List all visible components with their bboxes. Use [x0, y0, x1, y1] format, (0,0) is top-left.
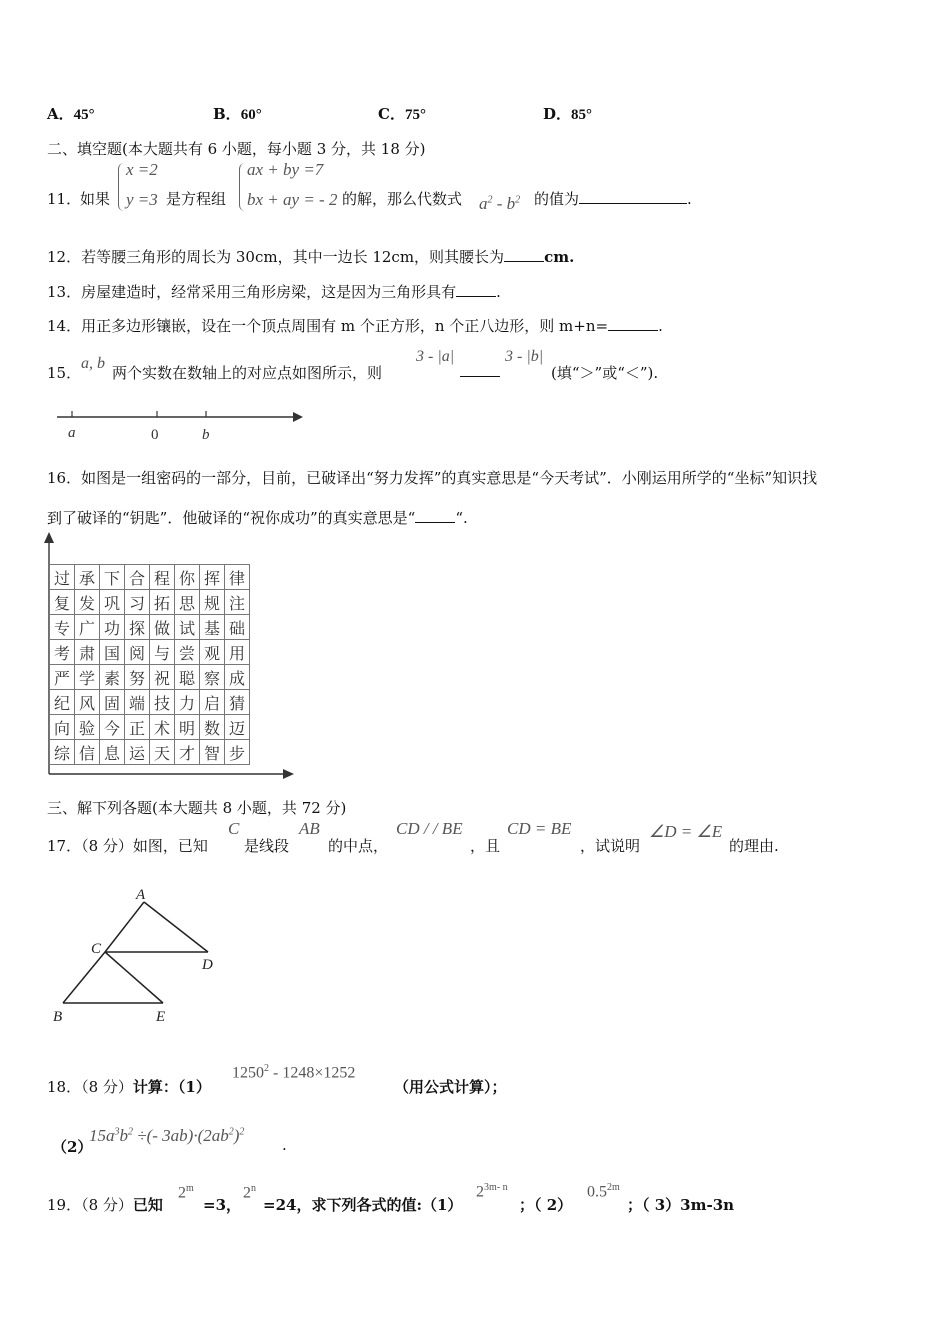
label-b: B — [53, 1009, 63, 1025]
grid-row — [50, 690, 250, 715]
grid-cell: 考 — [50, 640, 75, 665]
q19-part-3: ；（ 3）3m-3n — [627, 1196, 735, 1214]
grid-cell: 律 — [225, 565, 250, 590]
grid-cell: 启 — [200, 690, 225, 715]
q17-text-6: 的理由. — [729, 837, 779, 855]
grid-cell: 智 — [200, 740, 225, 765]
grid-cell: 素 — [100, 665, 125, 690]
grid-cell: 肃 — [75, 640, 100, 665]
cipher-grid — [49, 564, 250, 765]
grid-cell: 过 — [50, 565, 75, 590]
grid-cell: 注 — [225, 590, 250, 615]
q19-value-2: =24，求下列各式的值:（1） — [263, 1196, 463, 1214]
q11-text-1: 如果 — [80, 190, 111, 208]
q17-text-4: ，且 — [470, 837, 501, 855]
grid-cell: 探 — [125, 615, 150, 640]
question-16-line-2: 到了破译的“钥匙”．他破译的“祝你成功”的真实意思是“ “. — [47, 509, 468, 527]
question-16-line-1: 16．如图是一组密码的一部分，目前，已破译出“努力发挥”的真实意思是“今天考试”．小刚运用所学的“坐标”知识找 — [47, 469, 818, 487]
grid-cell: 运 — [125, 740, 150, 765]
q15-hint: (填“＞”或“＜”). — [551, 364, 659, 382]
q17-lead: 17．（8 分）如图，已知 — [47, 837, 208, 855]
q18-text-2: （用公式计算）； — [394, 1078, 507, 1096]
number-line-a: a — [68, 425, 76, 441]
grid-cell: 做 — [150, 615, 175, 640]
grid-cell: 专 — [50, 615, 75, 640]
grid-cell: 术 — [150, 715, 175, 740]
q17-text-3: 的中点， — [328, 837, 389, 855]
grid-row — [50, 640, 250, 665]
q17-angles: ∠D = ∠E — [649, 822, 723, 841]
question-14: 14．用正多边形镶嵌，设在一个顶点周围有 m 个正方形，n 个正八边形，则 m+n= . — [47, 317, 663, 335]
grid-cell: 技 — [150, 690, 175, 715]
q18-lead: 18．（8 分）计算：（1） — [47, 1078, 211, 1096]
grid-cell: 尝 — [175, 640, 200, 665]
grid-cell: 承 — [75, 565, 100, 590]
grid-cell: 今 — [100, 715, 125, 740]
q11-brace-1 — [118, 163, 125, 211]
question-13: 13．房屋建造时，经常采用三角形房梁，这是因为三角形具有 . — [47, 283, 501, 301]
grid-cell: 数 — [200, 715, 225, 740]
number-line — [55, 405, 315, 445]
q15-expr-1: 3 - |a| — [416, 348, 455, 365]
grid-cell: 向 — [50, 715, 75, 740]
q17-parallel: CD / / BE — [396, 819, 463, 838]
q19-expr-2: $0.5^{2m}$ — [587, 1182, 620, 1201]
q11-number: 11． — [47, 190, 82, 208]
grid-cell: 规 — [200, 590, 225, 615]
grid-row — [50, 565, 250, 590]
q19-power-2m: 2$^m$ — [178, 1183, 194, 1202]
grid-cell: 迈 — [225, 715, 250, 740]
grid-cell: 天 — [150, 740, 175, 765]
grid-cell: 纪 — [50, 690, 75, 715]
q17-segment-ab: AB — [299, 819, 320, 838]
grid-cell: 成 — [225, 665, 250, 690]
label-d: D — [202, 957, 213, 973]
q17-equal: CD = BE — [507, 819, 572, 838]
grid-cell: 息 — [100, 740, 125, 765]
grid-cell: 风 — [75, 690, 100, 715]
grid-cell: 拓 — [150, 590, 175, 615]
grid-cell: 信 — [75, 740, 100, 765]
grid-cell: 力 — [175, 690, 200, 715]
grid-cell: 正 — [125, 715, 150, 740]
grid-cell: 你 — [175, 565, 200, 590]
q19-part-2: ；（ 2） — [519, 1196, 573, 1214]
option-a: A．45° — [47, 105, 95, 123]
grid-cell: 学 — [75, 665, 100, 690]
grid-cell: 才 — [175, 740, 200, 765]
grid-cell: 验 — [75, 715, 100, 740]
grid-cell: 础 — [225, 615, 250, 640]
q19-expr-1: $2^{3m- n}$ — [476, 1182, 508, 1201]
grid-cell: 试 — [175, 615, 200, 640]
grid-cell: 发 — [75, 590, 100, 615]
section3-title: 三、解下列各题(本大题共 8 小题，共 72 分) — [47, 799, 347, 817]
q15-expr-2: 3 - |b| — [505, 348, 544, 365]
q11-text-4: 的值为 . — [534, 190, 692, 208]
grid-cell: 步 — [225, 740, 250, 765]
grid-cell: 明 — [175, 715, 200, 740]
q19-lead: 19．（8 分）已知 — [47, 1196, 163, 1214]
grid-cell: 观 — [200, 640, 225, 665]
grid-row — [50, 715, 250, 740]
grid-cell: 合 — [125, 565, 150, 590]
q11-text-2: 是方程组 — [166, 190, 227, 208]
label-e: E — [156, 1009, 166, 1025]
grid-cell: 思 — [175, 590, 200, 615]
grid-cell: 巩 — [100, 590, 125, 615]
grid-cell: 国 — [100, 640, 125, 665]
number-line-zero: 0 — [151, 427, 159, 443]
grid-cell: 挥 — [200, 565, 225, 590]
q17-text-5: ，试说明 — [580, 837, 641, 855]
q11-text-3: 的解，那么代数式 — [342, 190, 463, 208]
grid-row — [50, 665, 250, 690]
option-d: D．85° — [543, 105, 593, 123]
q19-power-2n: 2$^n$ — [243, 1183, 256, 1202]
q15-text: 两个实数在数轴上的对应点如图所示，则 — [112, 364, 383, 382]
q11-brace-2 — [239, 163, 246, 211]
grid-row — [50, 615, 250, 640]
grid-cell: 察 — [200, 665, 225, 690]
grid-cell: 用 — [225, 640, 250, 665]
grid-row — [50, 590, 250, 615]
q15-vars: a, b — [81, 355, 105, 372]
question-12: 12．若等腰三角形的周长为 30cm，其中一边长 12cm，则其腰长为 cm. — [47, 248, 575, 266]
label-a: A — [136, 887, 146, 903]
q11-sys2-a: ax + by =7 — [247, 160, 324, 179]
q18-end: . — [282, 1136, 287, 1154]
grid-cell: 阅 — [125, 640, 150, 665]
q19-value-1: =3， — [203, 1196, 242, 1214]
grid-cell: 程 — [150, 565, 175, 590]
section2-title: 二、填空题(本大题共有 6 小题，每小题 3 分，共 18 分) — [47, 140, 426, 158]
number-line-b: b — [202, 427, 210, 443]
q17-text-2: 是线段 — [244, 837, 290, 855]
q15-number: 15． — [47, 364, 82, 382]
grid-cell: 严 — [50, 665, 75, 690]
grid-cell: 与 — [150, 640, 175, 665]
grid-cell: 祝 — [150, 665, 175, 690]
grid-cell: 猜 — [225, 690, 250, 715]
grid-cell: 广 — [75, 615, 100, 640]
grid-cell: 基 — [200, 615, 225, 640]
grid-cell: 固 — [100, 690, 125, 715]
q15-blank — [460, 362, 500, 381]
q18-expr-2: $15a^3b^2$ ÷(- $3ab)\cdot(2ab^2)^2$ — [89, 1126, 245, 1145]
grid-cell: 复 — [50, 590, 75, 615]
grid-cell: 下 — [100, 565, 125, 590]
q18-part-2: （2） — [52, 1138, 93, 1156]
grid-cell: 功 — [100, 615, 125, 640]
triangle-figure — [48, 885, 228, 1030]
q11-expression: $a^2 - b^2$ — [479, 194, 521, 213]
q17-point-c: C — [228, 819, 240, 838]
grid-cell: 习 — [125, 590, 150, 615]
option-c: C．75° — [378, 105, 426, 123]
q18-expr-1: 1250$^2$ - 1248×1252 — [232, 1063, 356, 1082]
q11-sys2-b: bx + ay = - 2 — [247, 190, 338, 209]
q11-sys1-b: y =3 — [126, 190, 158, 209]
grid-cell: 综 — [50, 740, 75, 765]
grid-cell: 端 — [125, 690, 150, 715]
grid-cell: 聪 — [175, 665, 200, 690]
grid-row — [50, 740, 250, 765]
grid-cell: 努 — [125, 665, 150, 690]
option-b: B．60° — [213, 105, 262, 123]
q11-sys1-a: x =2 — [126, 160, 158, 179]
label-c: C — [91, 941, 102, 957]
